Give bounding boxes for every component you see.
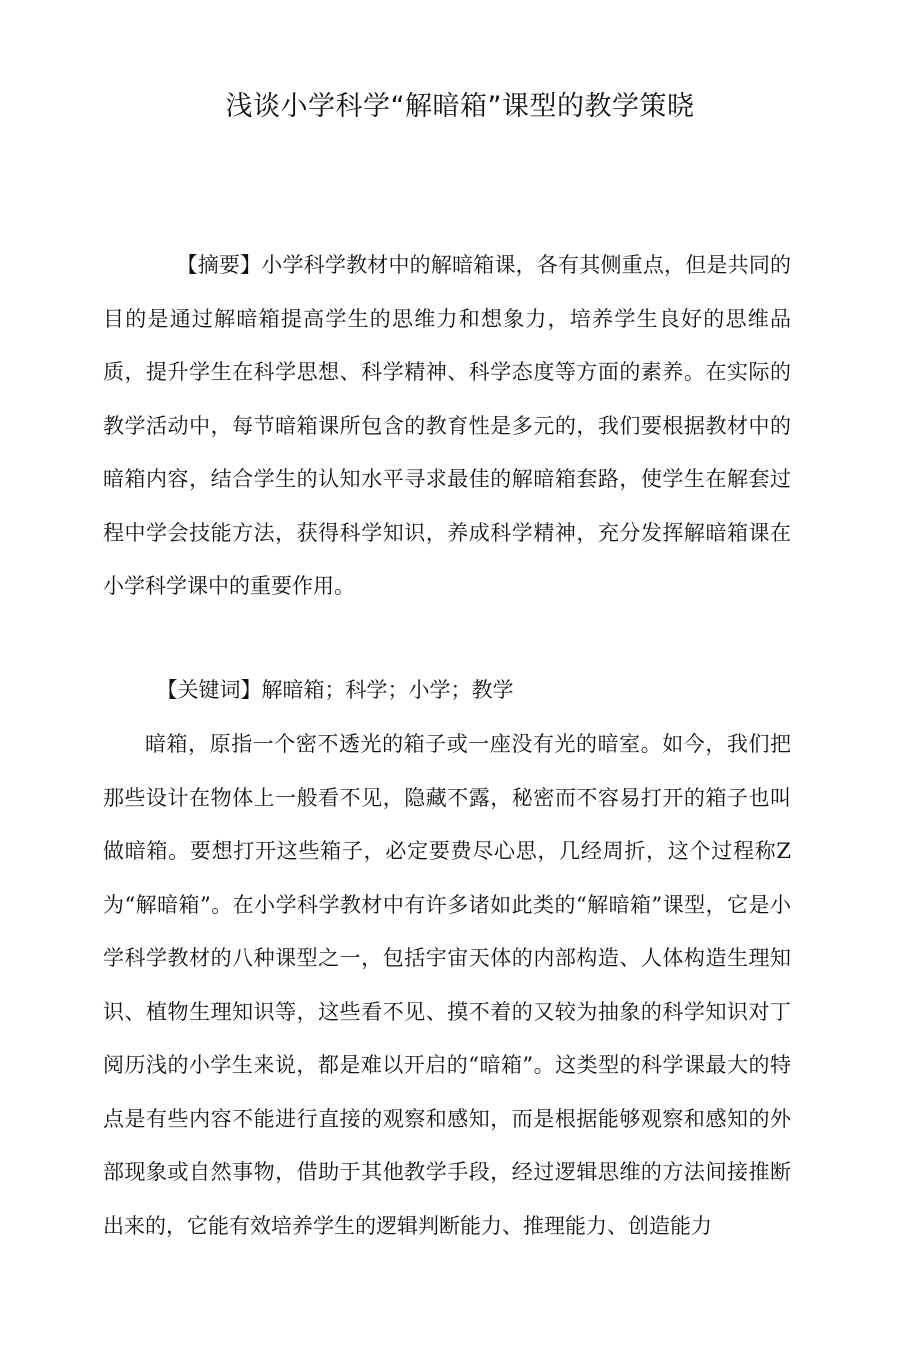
document-title: 浅谈小学科学“解暗箱”课型的教学策晓 [225, 91, 695, 122]
body-paragraph: 暗箱，原指一个密不透光的箱子或一座没有光的暗室。如今，我们把那些设计在物体上一般看不见，隐藏不露，秘密而不容易打开的箱子也叫做暗箱。要想打开这些箱子，必定要费尽心思，几经周折，这个过程称Z为“解暗箱”。在小学科学教材中有许多诸如此类的“解暗箱”课型，它是小学科学教材的八种课型之一，包括宇宙天体的内部构造、人体构造生理知识、植物生理知识等，这些看不见、摸不着的又较为抽象的科学知识对丁阅历浅的小学生来说，都是难以开启的“暗箱”。这类型的科学课最大的特点是有些内容不能进行直接的观察和感知，而是根据能够观察和感知的外部现象或自然事物，借助于其他教学手段，经过逻辑思维的方法间接推断出来的，它能有效培养学生的逻辑判断能力、推理能力、创造能力 [103, 732, 791, 1238]
abstract-label: 【摘要】 [176, 253, 262, 277]
keywords-paragraph [103, 664, 791, 718]
keywords-text: 解暗箱；科学；小学；教学 [261, 678, 514, 702]
abstract-paragraph [103, 239, 791, 614]
keywords-label: 【关键词】 [156, 678, 262, 702]
abstract-text: 小学科学教材中的解暗箱课，各有其侧重点，但是共同的目的是通过解暗箱提高学生的思维力和想象力，培养学生良好的思维品质，提升学生在科学思想、科学精神、科学态度等方面的素养。在实际的教学活动中，每节暗箱课所包含的教育性是多元的，我们要根据教材中的暗箱内容，结合学生的认知水平寻求最佳的解暗箱套路，使学生在解套过程中学会技能方法，获得科学知识，养成科学精神，充分发挥解暗箱课在小学科学课中的重要作用。 [103, 253, 792, 598]
